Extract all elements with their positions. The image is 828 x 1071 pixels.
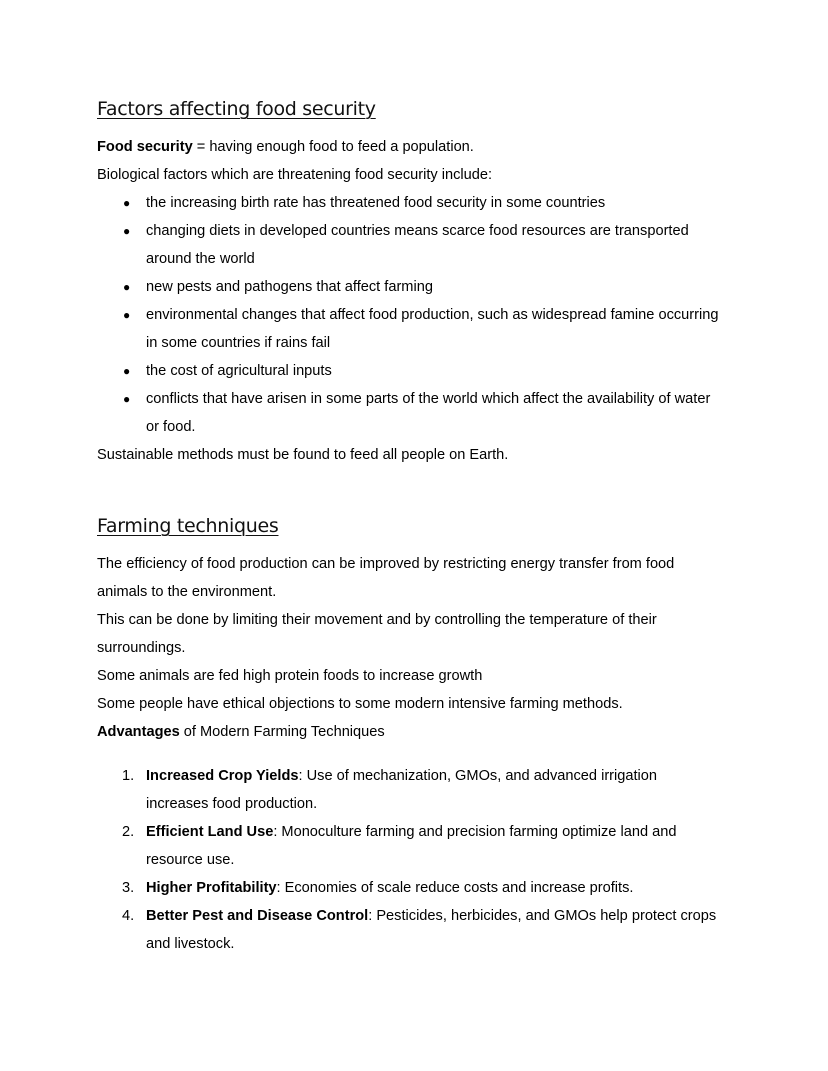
list-item-continuation: around the world (146, 251, 255, 267)
list-item: changing diets in developed countries means scarce food resources are transported (146, 223, 689, 239)
advantages-bold: Advantages (97, 724, 180, 740)
bullet-icon: ● (123, 224, 131, 238)
advantage-continuation: increases food production. (146, 796, 318, 812)
list-number: 1. (122, 768, 135, 784)
advantages-heading (97, 723, 385, 741)
advantage-item (146, 907, 716, 925)
bullet-icon: ● (123, 308, 131, 322)
bullet-icon: ● (123, 280, 131, 294)
list-item-continuation: or food. (146, 419, 196, 435)
bullet-icon: ● (123, 364, 131, 378)
paragraph-line: This can be done by limiting their movement and by controlling the temperature of their (97, 612, 657, 628)
advantage-item (146, 879, 633, 897)
bullet-icon: ● (123, 196, 131, 210)
paragraph-line: surroundings. (97, 640, 186, 656)
list-item-continuation: in some countries if rains fail (146, 335, 331, 351)
list-item: environmental changes that affect food production, such as widespread famine occurring (146, 307, 719, 323)
list-item: the cost of agricultural inputs (146, 363, 332, 379)
definition-term: Food security (97, 139, 193, 155)
advantage-text: : Use of mechanization, GMOs, and advanced irrigation (298, 768, 658, 784)
section-heading-food-security: Factors affecting food security (97, 98, 376, 120)
advantage-text: : Economies of scale reduce costs and increase profits. (276, 880, 634, 896)
paragraph-line: animals to the environment. (97, 584, 277, 600)
list-item: new pests and pathogens that affect farming (146, 279, 433, 295)
list-item: conflicts that have arisen in some parts of the world which affect the availability of water (146, 391, 711, 407)
paragraph-line: Some people have ethical objections to some modern intensive farming methods. (97, 696, 623, 712)
list-item: the increasing birth rate has threatened food security in some countries (146, 195, 606, 211)
conclusion-text: Sustainable methods must be found to feed all people on Earth. (97, 447, 509, 463)
intro-text: Biological factors which are threatening food security include: (97, 167, 493, 183)
advantage-text: : Monoculture farming and precision farming optimize land and (273, 824, 677, 840)
list-number: 3. (122, 880, 135, 896)
advantage-title: Efficient Land Use (146, 824, 274, 840)
list-number: 2. (122, 824, 135, 840)
advantage-continuation: resource use. (146, 852, 235, 868)
list-number: 4. (122, 908, 135, 924)
advantage-item (146, 823, 676, 841)
section-heading-farming-techniques: Farming techniques (97, 515, 279, 537)
bullet-icon: ● (123, 392, 131, 406)
definition-text: = having enough food to feed a population. (192, 139, 474, 155)
definition-line (97, 138, 474, 156)
advantages-rest: of Modern Farming Techniques (179, 724, 385, 740)
paragraph-line: The efficiency of food production can be improved by restricting energy transfer from food (97, 556, 675, 572)
advantage-title: Higher Profitability (146, 880, 277, 896)
advantage-title: Better Pest and Disease Control (146, 908, 369, 924)
advantage-text: : Pesticides, herbicides, and GMOs help protect crops (368, 908, 717, 924)
advantage-item (146, 767, 657, 785)
advantage-continuation: and livestock. (146, 936, 235, 952)
paragraph-line: Some animals are fed high protein foods to increase growth (97, 668, 483, 684)
advantage-title: Increased Crop Yields (146, 768, 299, 784)
